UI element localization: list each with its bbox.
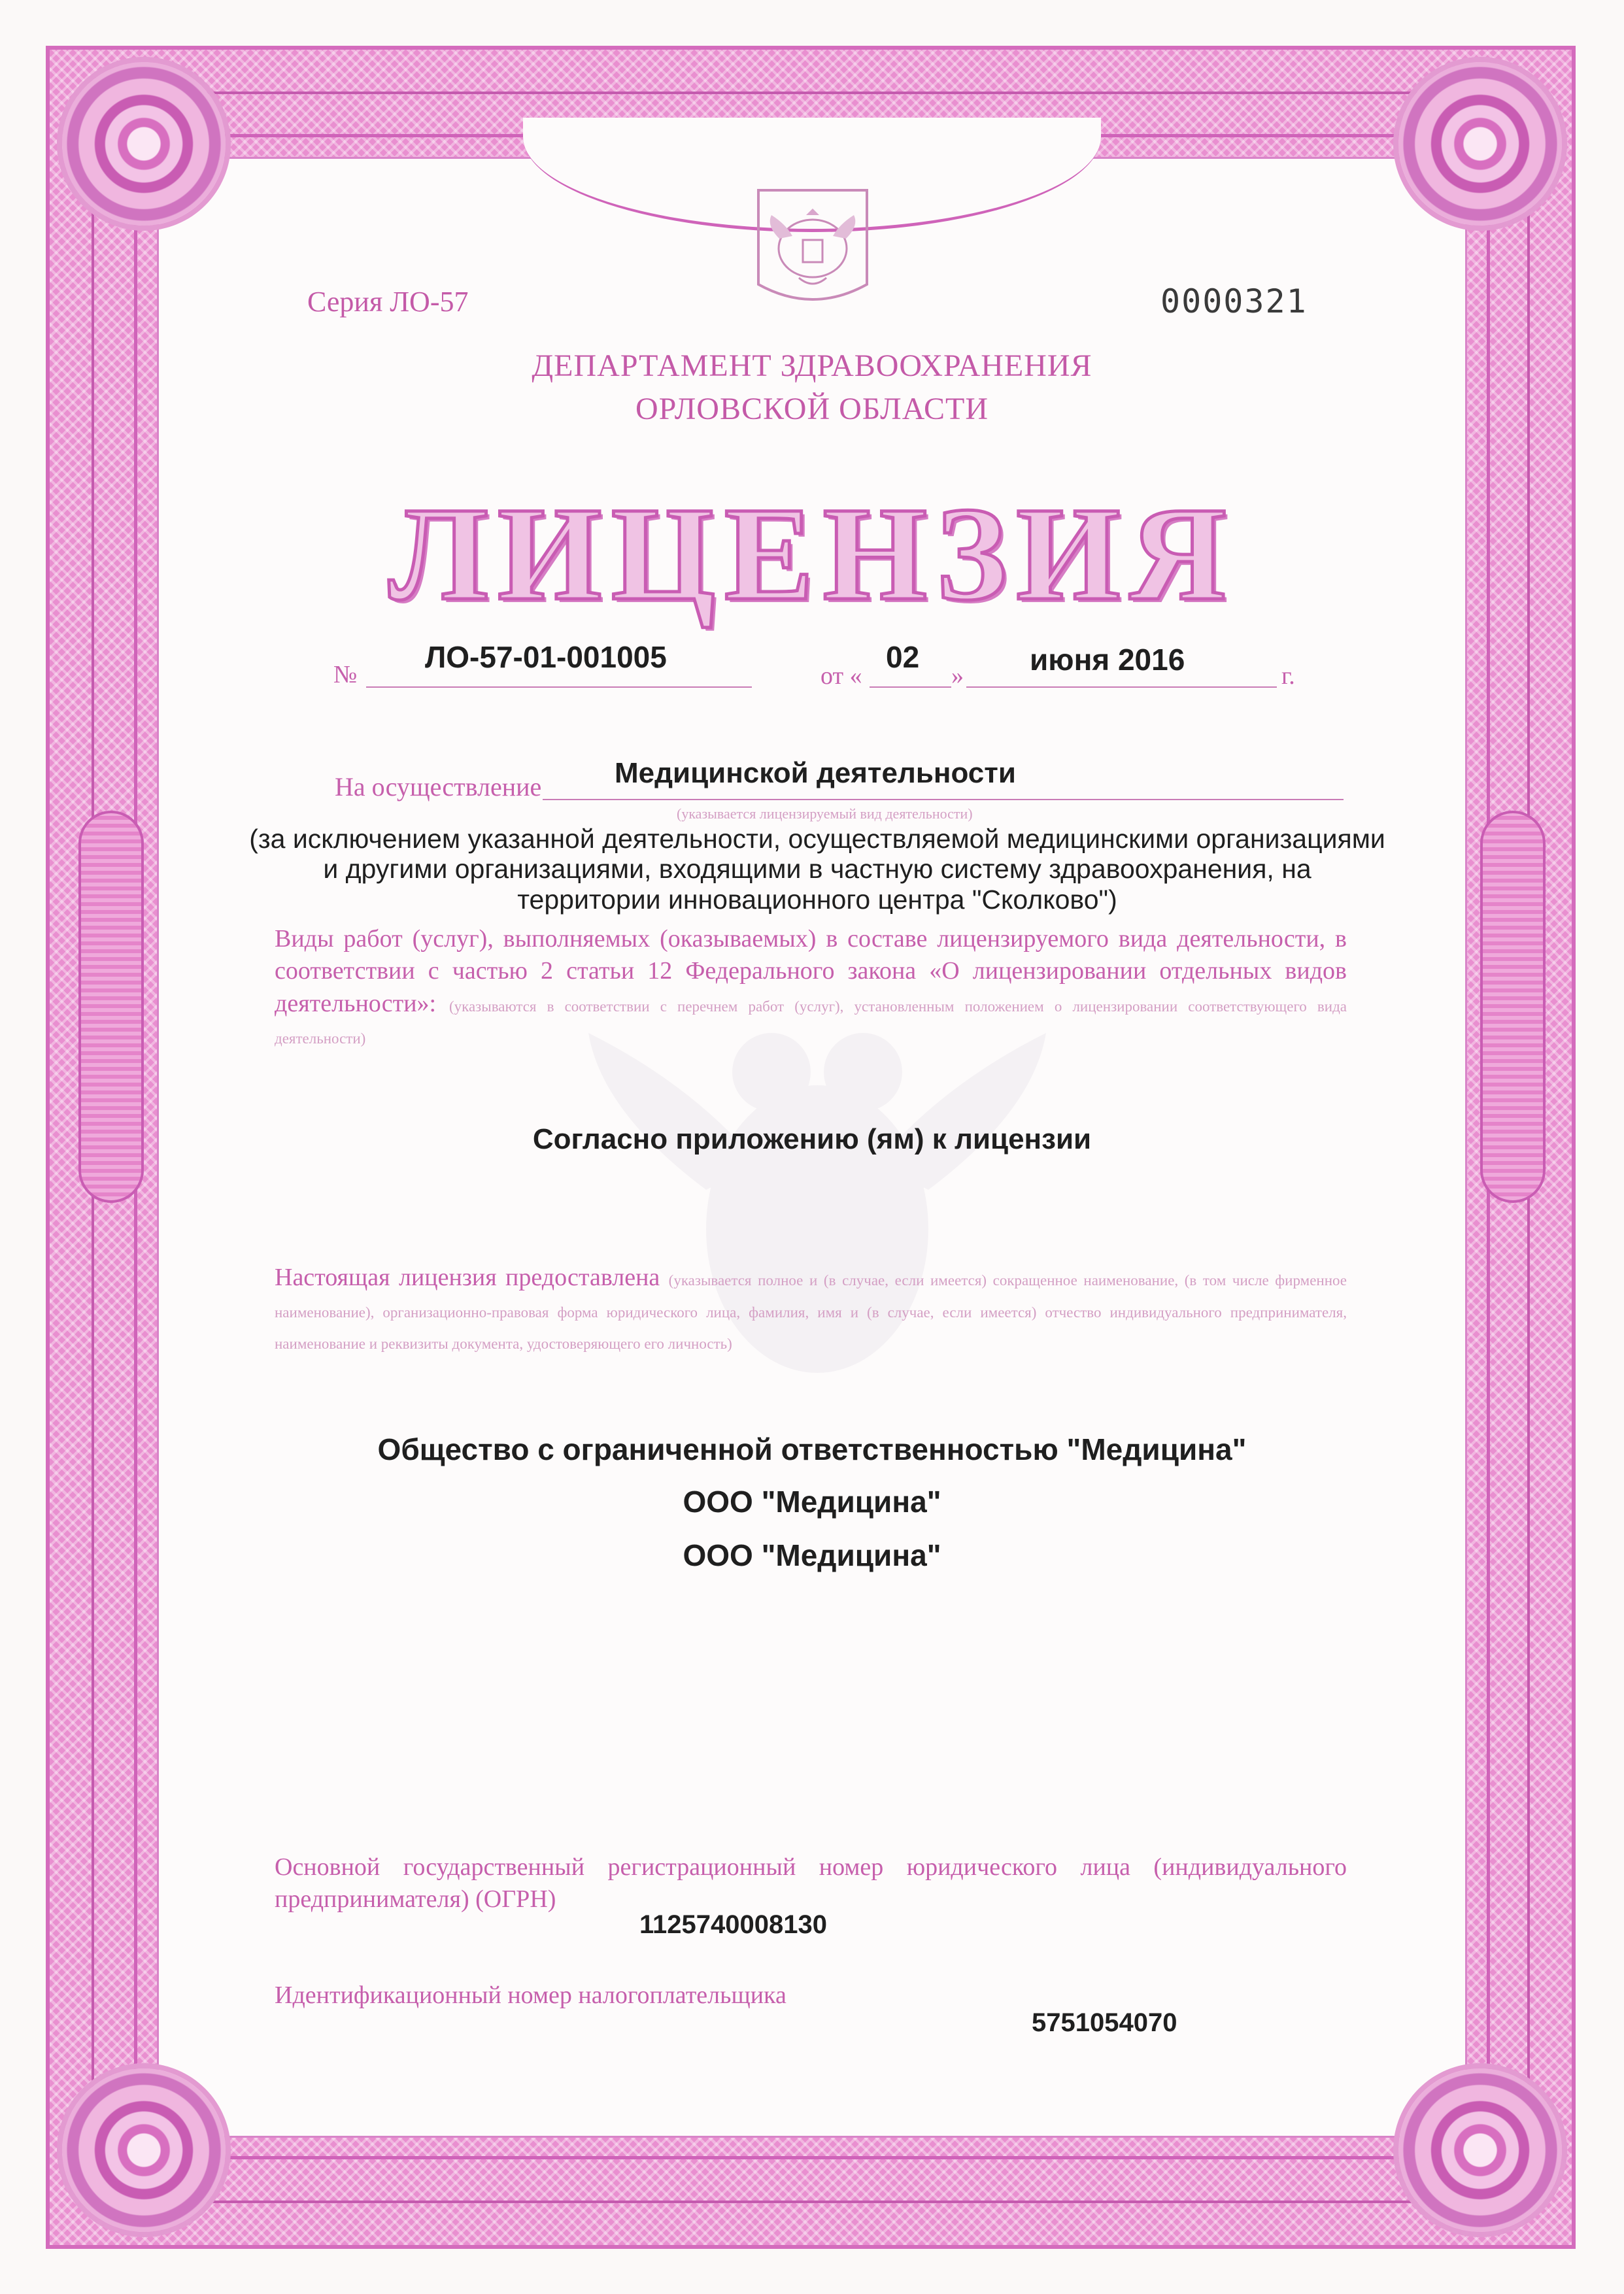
organization-brand-name: ООО "Медицина"	[683, 1538, 941, 1572]
description-line: территории инновационного центра "Сколково")	[517, 884, 1117, 915]
license-day: 02	[886, 640, 920, 674]
works-hint: (указываются в соответствии с перечнем работ (услуг), установленным положением о лицензировании соответствующего вида деятельности)	[275, 998, 1347, 1047]
ogrn-value: 1125740008130	[639, 1910, 827, 1939]
corner-rosette	[1398, 2068, 1562, 2232]
organization-full-name: Общество с ограниченной ответственностью "Медицина"	[377, 1432, 1247, 1466]
corner-rosette	[1398, 62, 1562, 226]
description-line: и другими организациями, входящими в частную систему здравоохранения, на	[323, 854, 1311, 885]
granted-section	[275, 1262, 1347, 1357]
license-number: ЛО-57-01-001005	[425, 640, 667, 674]
watermark-eagle-icon	[562, 994, 1072, 1438]
ogrn-label: Основной государственный регистрационный номер юридического лица (индивидуального предпринимателя) (ОГРН)	[275, 1853, 1347, 1914]
number-underline	[366, 686, 752, 688]
inn-label: Идентификационный номер налогоплательщика	[275, 1982, 787, 2009]
series-label: Серия ЛО-57	[307, 286, 469, 318]
document-title: ЛИЦЕНЗИЯ	[388, 480, 1236, 628]
implementation-underline	[543, 799, 1344, 800]
license-month-year: июня 2016	[1030, 643, 1185, 677]
inn-value: 5751054070	[1032, 2008, 1177, 2037]
department-name-line2: ОРЛОВСКОЙ ОБЛАСТИ	[635, 392, 989, 426]
implementation-label: На осуществление	[335, 772, 542, 801]
corner-rosette	[62, 62, 226, 226]
description-line: (за исключением указанной деятельности, осуществляемой медицинскими организациями	[249, 824, 1385, 854]
granted-label: Настоящая лицензия предоставлена	[275, 1264, 660, 1291]
works-label: Виды работ (услуг), выполняемых (оказываемых) в составе лицензируемого вида деятельности, в соответствии с частью 2 статьи 12 Федерального закона «О лицензировании отдельных видов деятельности»:	[275, 925, 1347, 1017]
month-underline	[966, 686, 1277, 688]
implementation-description	[242, 824, 1393, 915]
implementation-hint: (указывается лицензируемый вид деятельности)	[677, 805, 973, 822]
date-mid: »	[951, 662, 964, 690]
number-sign: №	[333, 661, 358, 688]
implementation-value: Медицинской деятельности	[615, 757, 1016, 789]
works-value: Согласно приложению (ям) к лицензии	[532, 1123, 1092, 1155]
year-suffix: г.	[1281, 662, 1295, 690]
department-name-line1: ДЕПАРТАМЕНТ ЗДРАВООХРАНЕНИЯ	[532, 348, 1092, 383]
granted-hint: (указывается полное и (в случае, если имеется) сокращенное наименование, (в том числе фирменное наименование), организационно-правовая форма юридического лица, фамилия, имя и (в случае, если имеется) отчество индивидуального предпринимателя, наименование и реквизиты документа, удостоверяющего его личность)	[275, 1272, 1347, 1353]
date-prefix: от «	[820, 662, 862, 690]
works-section	[275, 923, 1347, 1053]
day-underline	[870, 686, 951, 688]
corner-rosette	[62, 2068, 226, 2232]
coat-of-arms-icon	[753, 186, 872, 316]
form-number: 0000321	[1160, 282, 1308, 320]
organization-short-name: ООО "Медицина"	[683, 1485, 941, 1519]
